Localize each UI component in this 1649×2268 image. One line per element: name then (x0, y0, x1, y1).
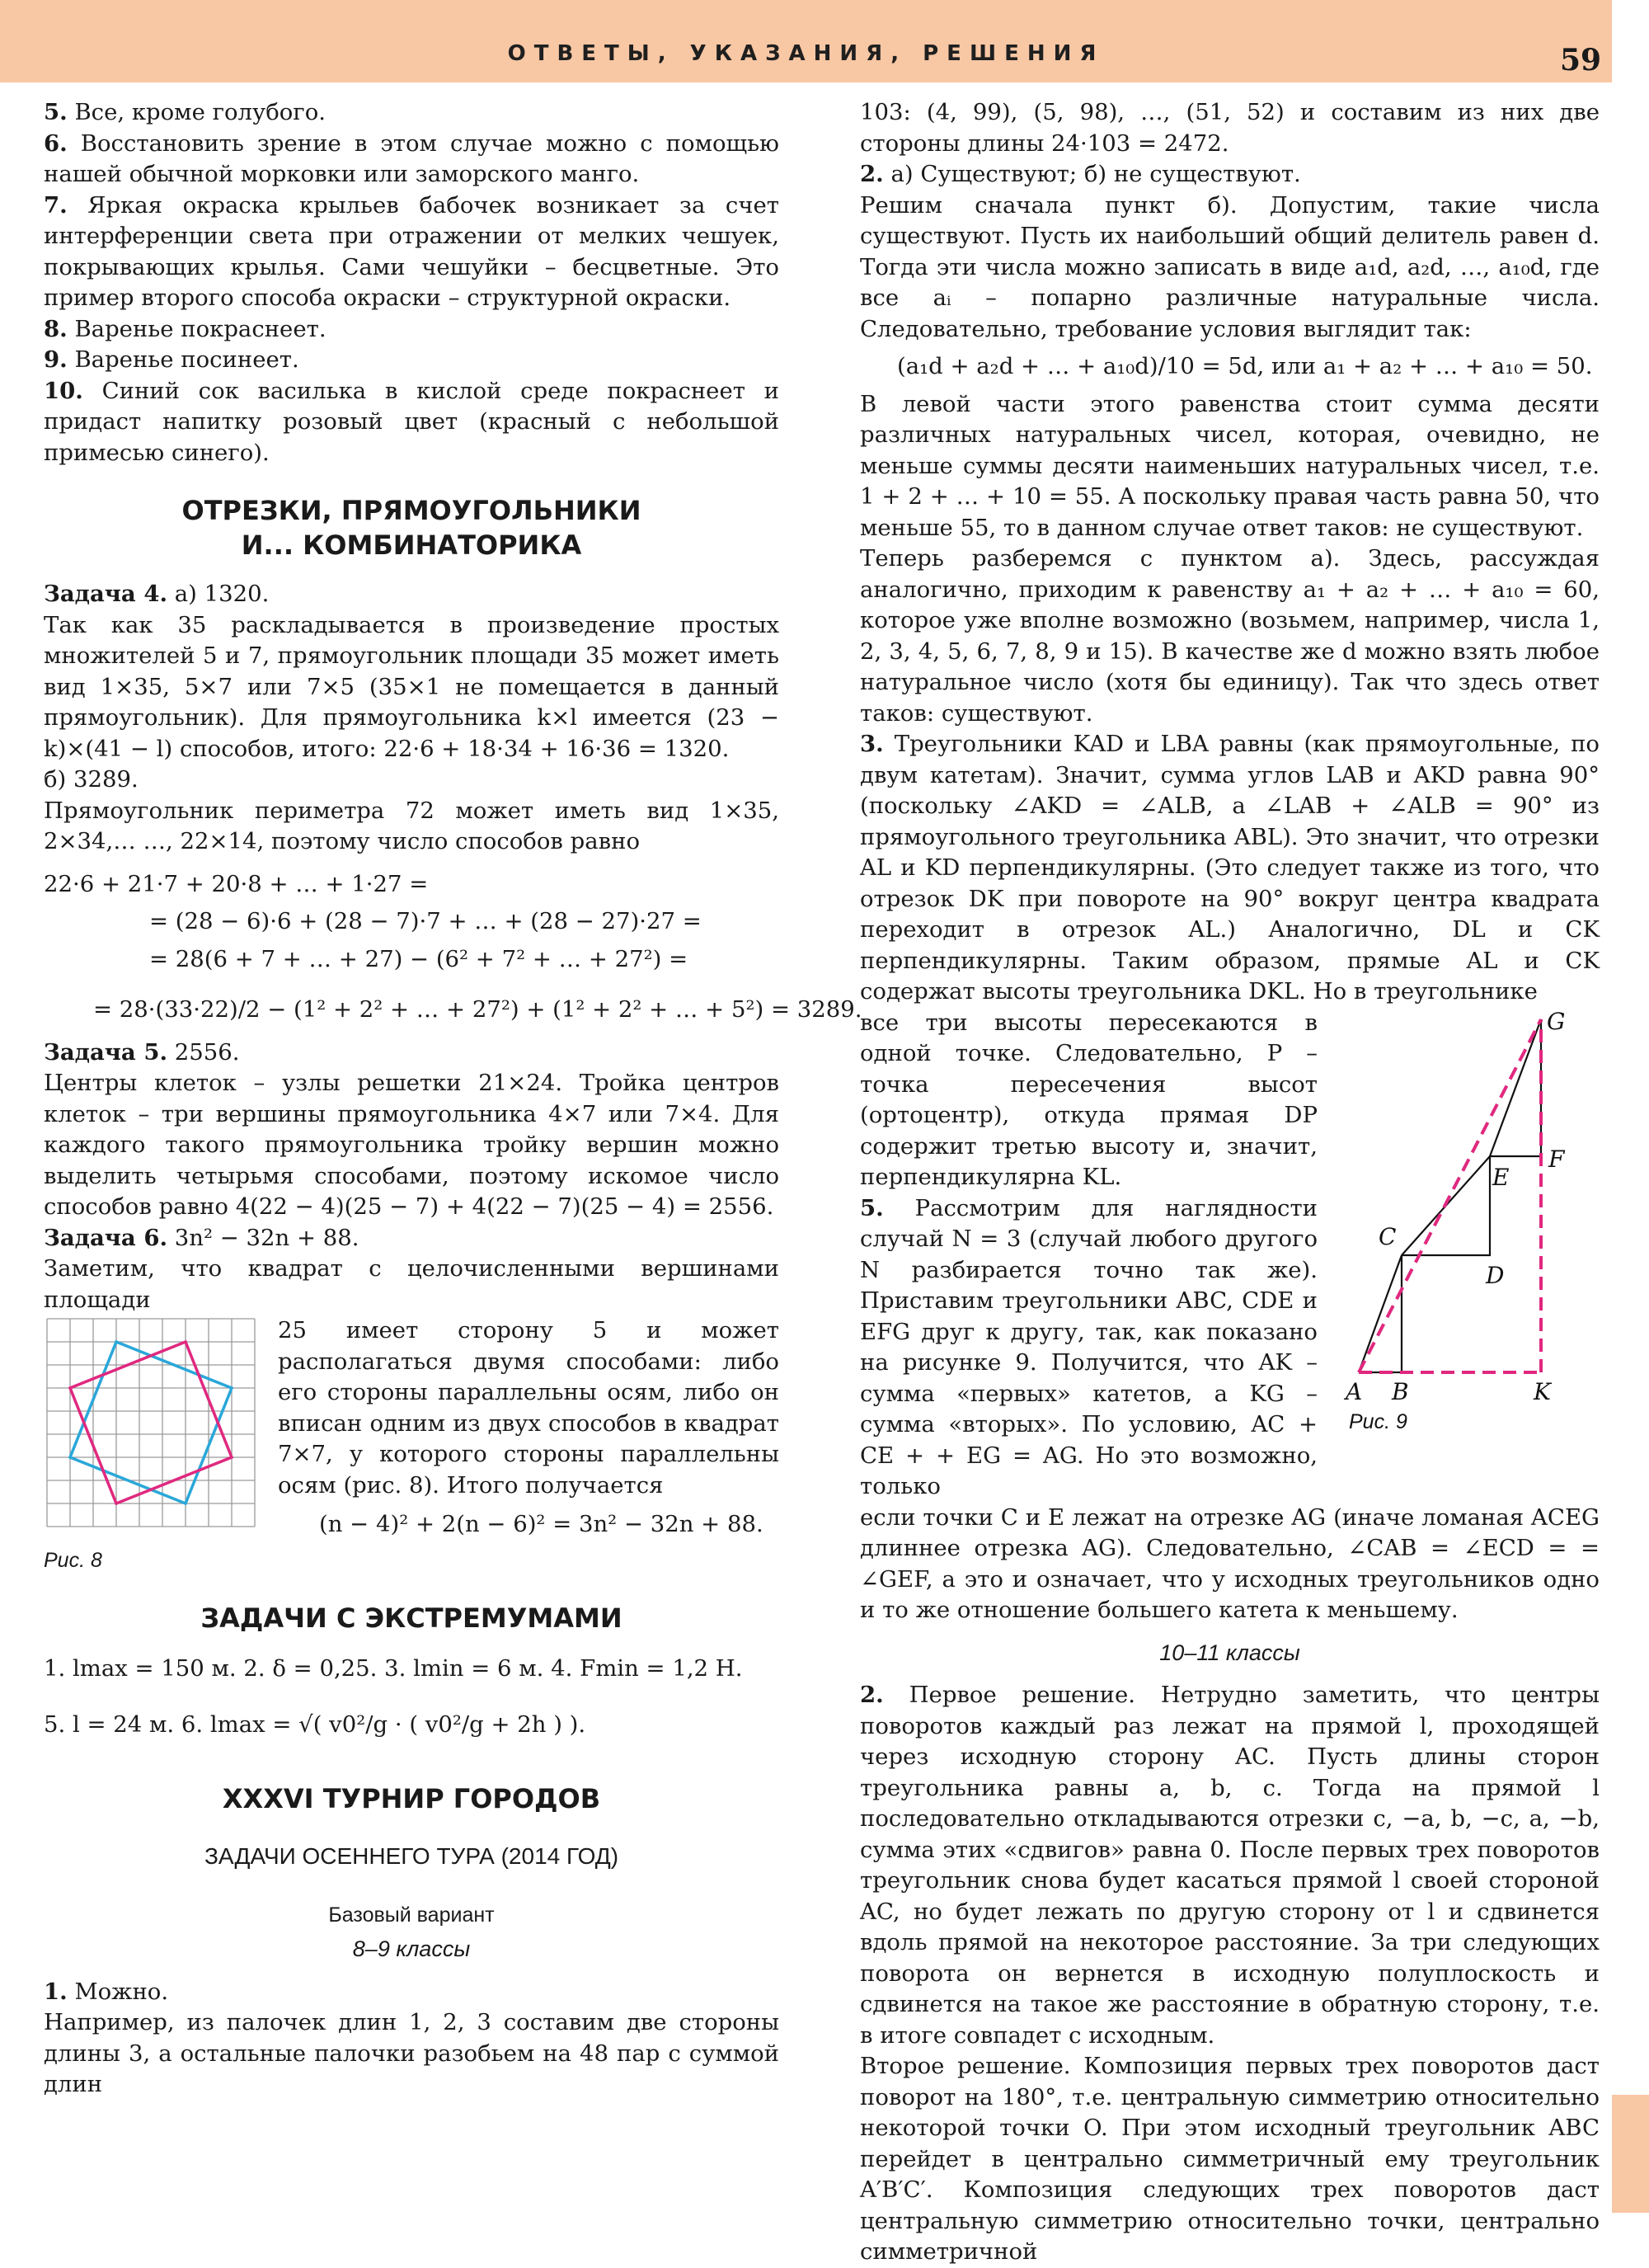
question-2: 2. а) Существуют; б) не существуют. (860, 161, 1301, 187)
blue-square (70, 1342, 232, 1503)
header-title: ОТВЕТЫ, УКАЗАНИЯ, РЕШЕНИЯ (507, 41, 1105, 66)
figure-9-side-text (860, 1008, 1318, 1503)
question-2-text2: В левой части этого равенства стоит сумма десяти различных натуральных чисел, которая, очевидно, не меньше суммы десяти наименьших натуральных чисел, т.е. 1 + 2 + … + 10 = 55. А поскольку правая часть равна 50, что меньше 55, то в данном случае ответ таков: не существуют. (860, 390, 1600, 541)
page-number: 59 (1560, 43, 1602, 78)
figure-9-diagram (1329, 1008, 1600, 1437)
question-5-text2: если точки C и E лежат на отрезке AG (иначе ломаная ACEG длиннее отрезка AG). Следовательно, ∠CAB = ∠ECD = = ∠GEF, а это и означает, что у исходных треугольников одно и то же отношение большего катета к меньшему. (860, 1503, 1600, 1623)
equation-line: = (28 − 6)·6 + (28 − 7)·7 + … + (28 − 27)·27 = (149, 908, 702, 934)
answer-item: 6. Восстановить зрение в этом случае можно с помощью нашей обычной морковки или заморского манго. (44, 129, 779, 187)
figure-8-grid (44, 1315, 260, 1532)
right-column (860, 97, 1600, 2268)
equation-line: = 28(6 + 7 + … + 27) − (6² + 7² + … + 27²) = (149, 945, 688, 972)
figure-8-caption: Рис. 8 (44, 1548, 102, 1572)
section-title-extremum: ЗАДАЧИ С ЭКСТРЕМУМАМИ (200, 1602, 622, 1634)
subtitle-basic-variant: Базовый вариант (328, 1903, 495, 1927)
problem-4-b: б) 3289. (44, 766, 139, 793)
label-k: K (1534, 1377, 1551, 1405)
equation-line: 22·6 + 21·7 + 20·8 + … + 1·27 = (44, 870, 429, 897)
outer-triangle (1359, 1019, 1541, 1372)
pairs-text: 103: (4, 99), (5, 98), …, (51, 52) и составим из них две стороны длины 24·103 = 2472. (860, 99, 1600, 157)
problem-4: Задача 4. а) 1320. (44, 581, 270, 607)
problem-6-text: Заметим, что квадрат с целочисленными вершинами площади (44, 1255, 779, 1313)
section-title-combinatorics: ОТРЕЗКИ, ПРЯМОУГОЛЬНИКИ И... КОМБИНАТОРИКА (181, 495, 641, 561)
problem-6-text2: 25 имеет сторону 5 и может располагаться двумя способами: либо его стороны параллельны осям, либо он вписан одним из двух способов в квадрат 7×7, у которого стороны параллельны осям (рис. 8). Итого получается (278, 1317, 779, 1499)
figure-9-caption: Рис. 9 (1349, 1409, 1407, 1433)
answer-item: 8. Варенье покраснеет. (44, 315, 327, 342)
question-2-senior-text2: Второе решение. Композиция первых трех поворотов даст поворот на 180°, т.е. центральную симметрию относительно некоторой точки O. При этом исходный треугольник ABC перейдет в центрально симметричный ему треугольник A′B′C′. Композиция следующих трех поворотов даст центральную симметрию относительно точки, центрально симметричной (860, 2053, 1600, 2265)
question-2-equation: (a₁d + a₂d + … + a₁₀d)/10 = 5d, или a₁ + a₂ + … + a₁₀ = 50. (897, 353, 1593, 379)
label-e: E (1492, 1163, 1510, 1191)
label-a: A (1346, 1377, 1363, 1405)
extremum-answers-2: 5. l = 24 м. 6. lmax = √( v0²/g · ( v0²/g + 2h ) ). (44, 1710, 586, 1738)
figure-9 (1329, 1008, 1600, 1503)
subtitle-grades-8-9: 8–9 классы (352, 1936, 471, 1961)
edge-tab (1612, 2095, 1649, 2213)
problem-4-text2: Прямоугольник периметра 72 может иметь вид 1×35, 2×34,… …, 22×14, поэтому число способов равно (44, 797, 779, 854)
extremum-answers-1: 1. lmax = 150 м. 2. δ = 0,25. 3. lmin = 6 м. 4. Fmin = 1,2 Н. (44, 1655, 743, 1682)
problem-6-equation: (n − 4)² + 2(n − 6)² = 3n² − 32n + 88. (319, 1511, 763, 1537)
problem-6-body (44, 1315, 779, 1576)
problem-6: Задача 6. 3n² − 32n + 88. (44, 1224, 359, 1251)
section-title-tournament: XXXVI ТУРНИР ГОРОДОВ (222, 1783, 601, 1814)
answer-item: 5. Все, кроме голубого. (44, 99, 327, 125)
question-3: 3. Треугольники KAD и LBA равны (как прямоугольные, по двум катетам). Значит, сумма углов LAB и AKD равна 90° (поскольку ∠AKD = ∠ALB, а ∠LAB + ∠ALB = 90° из прямоугольного треугольника ABL). Это значит, что отрезки AL и KD перпендикулярны. (Это следует также из того, что отрезок DK при повороте на 90° вокруг центра квадрата переходит в отрезок AL.) Аналогично, DL и CK перпендикулярны. Таким образом, прямые AL и CK содержат высоты треугольника DKL. Но в треугольнике (860, 731, 1600, 1005)
answer-item: 10. Синий сок василька в кислой среде покраснеет и придаст напитку розовый цвет (красный с небольшой примесью синего). (44, 377, 779, 466)
label-d: D (1486, 1261, 1505, 1289)
question-1: 1. Можно. (44, 1978, 169, 2005)
label-g: G (1547, 1007, 1566, 1035)
question-2-text3: Теперь разберемся с пунктом а). Здесь, рассуждая аналогично, приходим к равенству a₁ + a₂ + … + a₁₀ = 60, которое уже вполне возможно (возьмем, например, числа 1, 2, 3, 4, 5, 6, 7, 8, 9 и 15). В качестве же d можно взять любое натуральное число (хотя бы единицу). Так что здесь ответ таков: существуют. (860, 545, 1600, 727)
question-1-text: Например, из палочек длин 1, 2, 3 составим две стороны длины 3, а остальные палочки разобьем на 48 пар с суммой длин (44, 2009, 779, 2097)
subtitle-grades-10-11: 10–11 классы (1159, 1640, 1300, 1665)
label-f: F (1548, 1145, 1565, 1173)
figure-8 (44, 1315, 260, 1576)
left-column (44, 97, 862, 2101)
problem-6-side (278, 1315, 779, 1576)
question-3-text2: все три высоты пересекаются в одной точке. Следовательно, P – точка пересечения высот (ортоцентр), откуда прямая DP содержит третью высоту и, значит, перпендикулярна KL. (860, 1009, 1318, 1190)
grid-lines (47, 1319, 255, 1527)
problem-5: Задача 5. 2556. (44, 1038, 240, 1066)
triangle-efg (1490, 1019, 1541, 1156)
question-2-senior: 2. Первое решение. Нетрудно заметить, что центры поворотов каждый раз лежат на прямой l, проходящей через исходную сторону AC. Пусть длины сторон треугольника равны a, b, c. Тогда на прямой l последовательно откладываются отрезки c, −a, b, −c, a, −b, сумма этих «сдвигов» равна 0. После первых трех поворотов треугольник снова будет касаться прямой l своей стороной AC, но будет лежать по другую сторону от l и сдвинется вдоль прямой на некоторое расстояние. За три следующих поворота он вернется в исходную полуплоскость и сдвинется на такое же расстояние в обратную сторону, т.е. в итоге совпадет с исходным. (860, 1682, 1600, 2049)
label-b: B (1392, 1377, 1409, 1405)
question-2-text: Решим сначала пункт б). Допустим, такие числа существуют. Пусть их наибольший общий делитель равен d. Тогда эти числа можно записать в виде a₁d, a₂d, …, a₁₀d, где все aᵢ – попарно различные натуральные числа. Следовательно, требование условия выглядит так: (860, 191, 1600, 342)
pink-square (70, 1342, 232, 1503)
triangle-abc (1359, 1255, 1402, 1372)
answer-item: 7. Яркая окраска крыльев бабочек возникает за счет интерференции света при отражении от мелких чешуек, покрывающих крылья. Сами чешуйки – бесцветные. Это пример второго способа окраски – структурной окраски. (44, 191, 779, 311)
intro-answers (44, 97, 779, 468)
problem-5-text: Центры клеток – узлы решетки 21×24. Тройка центров клеток – три вершины прямоугольника 4×7 или 7×4. Для каждого такого прямоугольника тройку вершин можно выделить четырьмя способами, поэтому искомое число способов равно 4(22 − 4)(25 − 7) + 4(22 − 7)(25 − 4) = 2556. (44, 1070, 779, 1220)
question-5: 5. Рассмотрим для наглядности случай N = 3 (случай любого другого N разбирается точно так же). Приставим треугольники ABC, CDE и EFG друг к другу, так, как показано на рисунке 9. Получится, что AK – сумма «первых» катетов, а KG – сумма «вторых». По условию, AC + CE + + EG = AG. Но это возможно, только (860, 1194, 1318, 1499)
problem-4-text: Так как 35 раскладывается в произведение простых множителей 5 и 7, прямоугольник площади 35 может иметь вид 1×35, 5×7 или 7×5 (35×1 не помещается в данный прямоугольник). Для прямоугольника k×l имеется (23 − k)×(41 − l) способов, итого: 22·6 + 18·34 + 16·36 = 1320. (44, 611, 779, 762)
answer-item: 9. Варенье посинеет. (44, 346, 299, 373)
figure-9-block (860, 1008, 1600, 1503)
label-c: C (1379, 1222, 1397, 1250)
equation-line: = 28·(33·22)/2 − (1² + 2² + … + 27²) + (1² + 2² + … + 5²) = 3289. (93, 996, 862, 1023)
subtitle-autumn-round: ЗАДАЧИ ОСЕННЕГО ТУРА (2014 ГОД) (204, 1843, 619, 1869)
